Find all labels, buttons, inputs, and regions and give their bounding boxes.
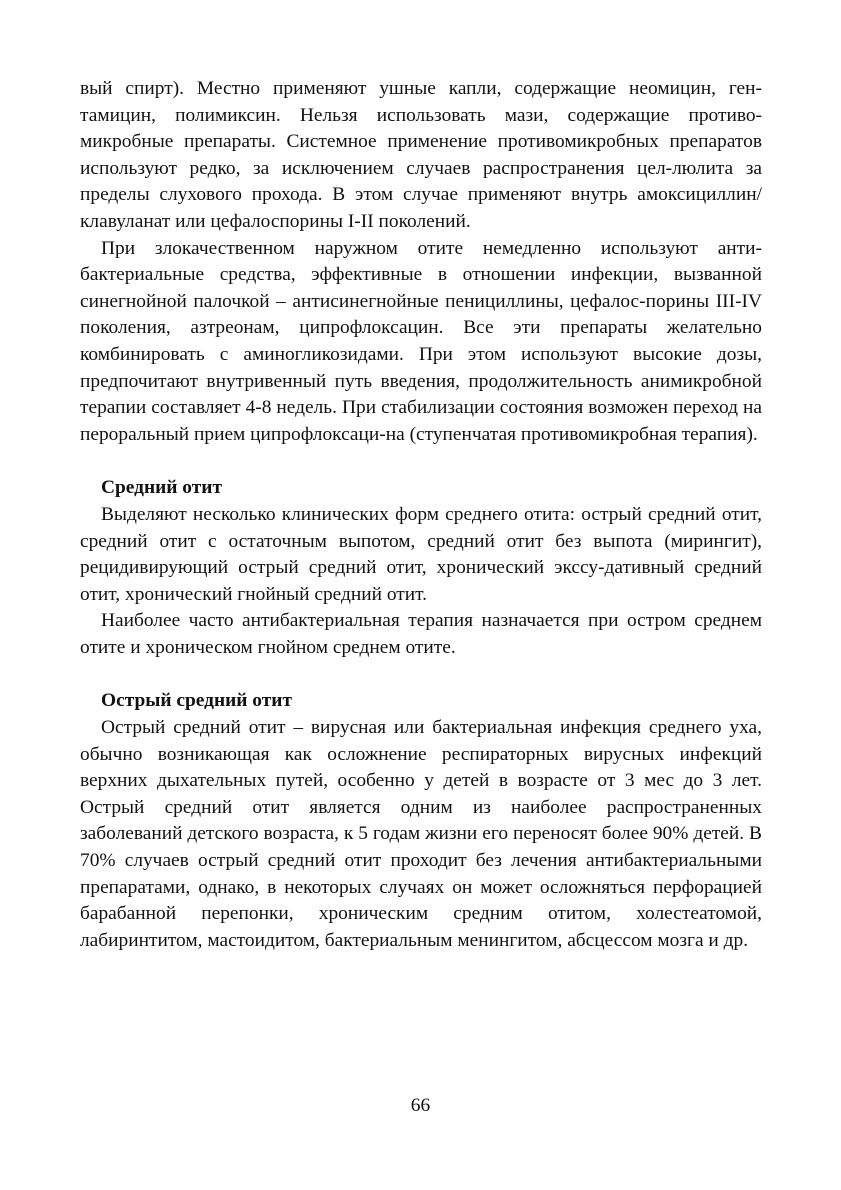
paragraph-malignant-otitis-externa: При злокачественном наружном отите немедленно используют антибактериальные средства, эффективные в отношении инфекции, вызванной синегнойной палочкой – антисинегнойные пенициллины, цефалос-порины III-IV поколения, азтреонам, ципрофлоксацин. Все эти препараты желательно комбинировать с аминогликозидами. При этом используют высокие дозы, предпочитают внутривенный путь введения, продолжительность анимикробной терапии составляет 4-8 недель. При стабилизации состояния возможен переход на пероральный прием ципрофлоксаци-на (ступенчатая противомикробная терапия).	[80, 237, 762, 445]
paragraph-continued-topical-treatment: вый спирт). Местно применяют ушные капли, содержащие неомицин, ген-тамицин, полимиксин. Нельзя использовать мази, содержащие противо-микробные препараты. Системное применение противомикробных препаратов используют редко, за исключением случаев распространения цел-люлита за пределы слухового прохода. В этом случае применяют внутрь амоксициллин/клавуланат или цефалоспорины I-II поколений.	[80, 78, 762, 232]
section-heading-otitis-media: Средний отит	[101, 477, 222, 499]
page-number: 66	[410, 1095, 431, 1116]
section-heading-acute-otitis-media: Острый средний отит	[101, 690, 292, 712]
section-gap	[80, 448, 762, 475]
paragraph-otitis-media-therapy: Наиболее часто антибактериальная терапия назначается при остром среднем отите и хроническом гнойном среднем отите.	[80, 610, 762, 658]
paragraph-acute-otitis-media: Острый средний отит – вирусная или бактериальная инфекция среднего уха, обычно возникающая как осложнение респираторных вирусных инфекций верхних дыхательных путей, особенно у детей в возрасте от 3 мес до 3 лет. Острый средний отит является одним из наиболее распространенных заболеваний детского возраста, к 5 годам жизни его переносят более 90% детей. В 70% случаев острый средний отит проходит без лечения антибактериальными препаратами, однако, в некоторых случаях он может осложняться перфорацией барабанной перепонки, хроническим средним отитом, холестеатомой, лабиринтитом, мастоидитом, бактериальным менингитом, абсцессом мозга и др.	[80, 717, 762, 951]
paragraph-otitis-media-forms: Выделяют несколько клинических форм среднего отита: острый средний отит, средний отит с остаточным выпотом, средний отит без выпота (мирингит), рецидивирующий острый средний отит, хронический экссу-дативный средний отит, хронический гнойный средний отит.	[80, 503, 762, 605]
section-gap	[80, 661, 762, 688]
document-page	[80, 76, 762, 954]
